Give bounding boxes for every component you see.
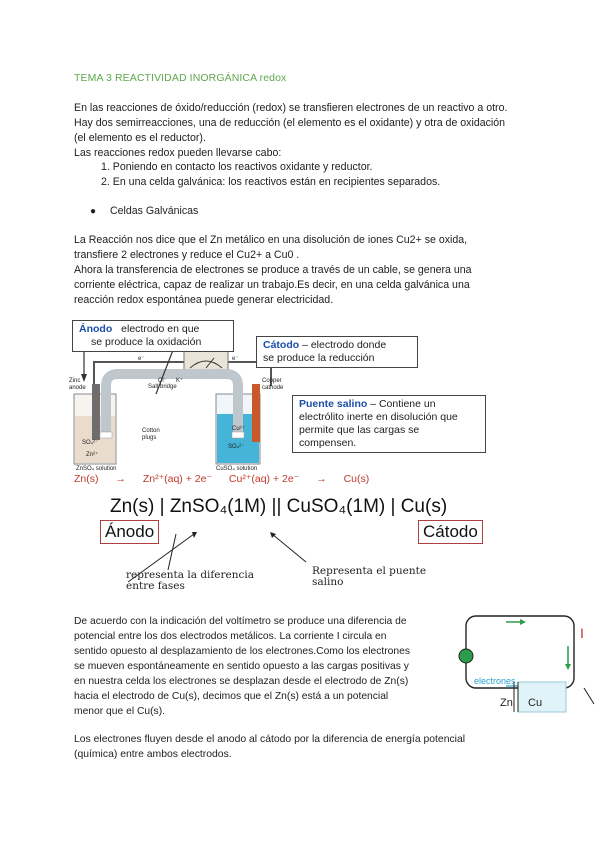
reaction-line-4: corriente eléctrica, capaz de realizar un trabajo.Es decir, en una celda galvánica una: [74, 279, 470, 291]
note-phase-difference: representa la diferencia entre fases: [126, 569, 254, 592]
notation-anode-box: Ánodo: [100, 520, 159, 544]
circuit-zn-label: Zn: [500, 697, 513, 709]
half-reaction-cu-product: Cu(s): [343, 473, 370, 485]
voltmeter-line-2: potencial entre los dos electrodos metálicos. La corriente I circula en: [74, 631, 387, 642]
voltmeter-line-3: sentido opuesto al desplazamiento de los electrones.Como los electrones: [74, 646, 410, 657]
label-electron-right: e⁻: [232, 356, 239, 362]
voltmeter-line-6: hacia el electrodo de Cu(s), decimos que el Zn(s) está a un potencial: [74, 691, 389, 702]
bullet-icon: ●: [90, 206, 97, 217]
voltmeter-line-7: menor que el Cu(s).: [74, 706, 165, 717]
label-cuso4-solution: CuSO₄ solution: [216, 466, 258, 472]
reaction-line-1: La Reacción nos dice que el Zn metálico en una disolución de iones Cu2+ se oxida,: [74, 234, 468, 246]
arrow-2: →: [316, 473, 327, 485]
half-reactions: [74, 473, 383, 485]
note-salt-bridge: Representa el puente salino: [312, 565, 427, 588]
voltmeter-line-4: se mueven espontáneamente en sentido opuesto a las cargas positivas y: [74, 661, 409, 672]
cathode-desc-1: – electrodo donde: [299, 339, 387, 351]
label-salt-bridge: Salt bridge: [148, 384, 177, 390]
label-so4-right: SO₄²⁻: [228, 444, 245, 450]
half-reaction-zn: Zn(s): [74, 473, 99, 485]
cell-notation: Zn(s) | ZnSO₄(1M) || CuSO₄(1M) | Cu(s): [110, 496, 448, 517]
circuit-electrons-label: electrones: [474, 676, 516, 686]
label-znso4-solution: ZnSO₄ solution: [76, 466, 117, 472]
reaction-line-5: reacción redox espontánea puede generar electricidad.: [74, 294, 334, 306]
notation-cathode-box: Cátodo: [418, 520, 483, 544]
intro-line-1: En las reacciones de óxido/reducción (redox) se transfieren electrones de un reactivo a otro.: [74, 102, 508, 114]
galvanic-cell-figure: [66, 316, 496, 516]
method-item-1: 1. Poniendo en contacto los reactivos oxidante y reductor.: [101, 161, 373, 173]
salt-bridge-title: Puente salino: [299, 398, 368, 410]
circuit-current-label: I: [580, 625, 584, 641]
intro-line-2: Hay dos semirreacciones, una de reducción (el elemento es el oxidante) y otra de oxidación: [74, 117, 506, 129]
label-k-ion: K⁺: [176, 378, 184, 384]
salt-bridge-desc-1: – Contiene un: [367, 398, 436, 410]
half-reaction-cu: Cu²⁺(aq) + 2e⁻: [228, 473, 300, 485]
final-line-1: Los electrones fluyen desde el anodo al cátodo por la diferencia de energía potencial: [74, 734, 466, 745]
circuit-cu-label: Cu: [528, 697, 543, 709]
intro-line-4: Las reacciones redox pueden llevarse cabo:: [74, 147, 282, 159]
anode-title: Ánodo: [79, 323, 113, 335]
arrow-1: →: [115, 473, 126, 485]
cathode-title: Cátodo: [263, 339, 300, 351]
anode-desc-2: se produce la oxidación: [91, 336, 202, 348]
circuit-drawing: [456, 612, 596, 718]
anode-desc-1: electrodo en que: [121, 323, 200, 335]
cathode-desc-2: se produce la reducción: [263, 352, 375, 364]
final-line-2: (química) entre ambos electrodos.: [74, 749, 232, 760]
label-so4-left: SO₄²⁻: [82, 440, 99, 446]
half-reaction-zn-products: Zn²⁺(aq) + 2e⁻: [142, 473, 212, 485]
label-copper-cathode: Copper cathode: [262, 378, 284, 391]
label-cl-ion: Cl⁻: [158, 378, 167, 384]
label-zn2-ion: Zn²⁺: [86, 452, 99, 458]
reaction-line-2: transfiere 2 electrones y reduce el Cu2+ a Cu0 .: [74, 249, 300, 261]
reaction-line-3: Ahora la transferencia de electrones se produce a través de un cable, se genera una: [74, 264, 472, 276]
bullet-galvanic-cells: Celdas Galvánicas: [110, 205, 199, 217]
section-heading: TEMA 3 REACTIVIDAD INORGÁNICA redox: [74, 72, 287, 84]
voltmeter-line-5: en nuestra celda los electrones se desplazan desde el electrodo de Zn(s): [74, 676, 409, 687]
label-cu2-ion: Cu²⁺: [232, 426, 245, 432]
voltmeter-line-1: De acuerdo con la indicación del voltímetro se produce una diferencia de: [74, 616, 407, 627]
salt-bridge-desc-3: permite que las cargas se compensen.: [299, 424, 420, 449]
method-item-2: 2. En una celda galvánica: los reactivos están en recipientes separados.: [101, 176, 441, 188]
label-electron-left: e⁻: [138, 356, 145, 362]
label-cotton-plugs: Cotton plugs: [142, 428, 160, 441]
salt-bridge-desc-2: electrólito inerte en disolución que: [299, 411, 458, 423]
intro-line-3: (el elemento es el reductor).: [74, 132, 206, 144]
label-zinc-anode: Zinc anode: [69, 378, 86, 391]
circuit-diagram: [456, 612, 596, 718]
